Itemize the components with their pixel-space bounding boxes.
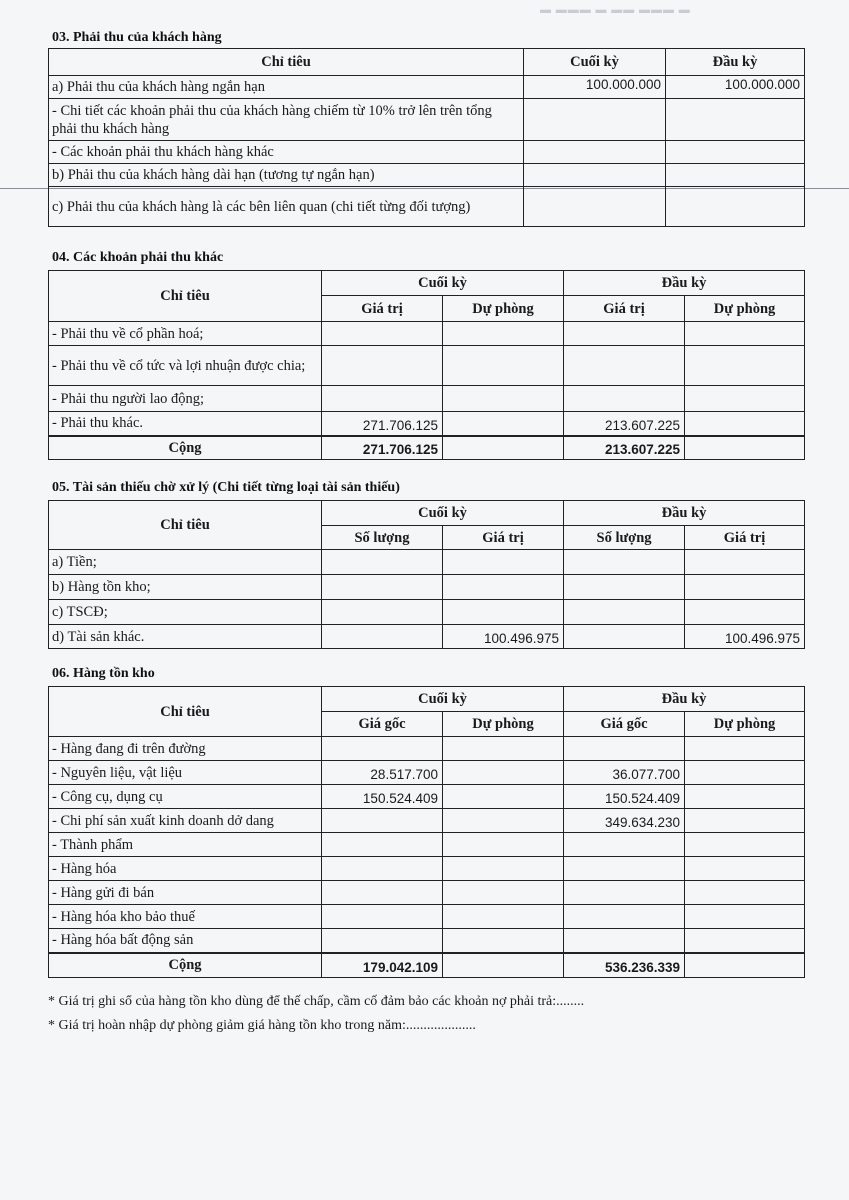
- table-row: [49, 600, 805, 625]
- cell-end: [524, 141, 666, 164]
- cell-end: 100.000.000: [524, 76, 666, 99]
- section-05-table: [48, 500, 804, 649]
- cell: 150.524.409: [322, 785, 443, 809]
- row-label: - Phải thu khác.: [49, 412, 322, 436]
- row-label: b) Phải thu của khách hàng dài hạn (tương tự ngắn hạn): [49, 164, 524, 187]
- subheader: Dự phòng: [443, 712, 564, 737]
- total-cell: 213.607.225: [564, 436, 685, 460]
- row-label: - Phải thu người lao động;: [49, 386, 322, 412]
- cell: [685, 322, 805, 346]
- col-group-start: Đầu kỳ: [564, 271, 805, 296]
- cell: [322, 322, 443, 346]
- col-header-indicator: Chỉ tiêu: [49, 271, 322, 322]
- subheader: Số lượng: [564, 526, 685, 550]
- cell: [443, 600, 564, 625]
- cell: [322, 833, 443, 857]
- table-header-row: [49, 49, 805, 76]
- cell: [443, 346, 564, 386]
- cell: [443, 322, 564, 346]
- cell: 28.517.700: [322, 761, 443, 785]
- section-06-table: [48, 686, 804, 978]
- cell: [685, 857, 805, 881]
- cell: [564, 550, 685, 575]
- subheader: Dự phòng: [685, 296, 805, 322]
- cell: [685, 386, 805, 412]
- row-label: - Hàng đang đi trên đường: [49, 737, 322, 761]
- table-row: [49, 761, 805, 785]
- col-header-start: Đầu kỳ: [666, 49, 805, 76]
- total-row: [49, 953, 805, 978]
- col-group-end: Cuối kỳ: [322, 501, 564, 526]
- cell: [322, 929, 443, 953]
- cell-start: [666, 99, 805, 141]
- subheader: Dự phòng: [443, 296, 564, 322]
- table-row: [49, 76, 805, 99]
- cell: [322, 550, 443, 575]
- total-cell: 271.706.125: [322, 436, 443, 460]
- total-row: [49, 436, 805, 460]
- total-label: Cộng: [49, 953, 322, 978]
- cell-end: [524, 99, 666, 141]
- row-label: a) Phải thu của khách hàng ngắn hạn: [49, 76, 524, 99]
- row-label: - Phải thu về cổ tức và lợi nhuận được chia;: [49, 346, 322, 386]
- cell: [685, 346, 805, 386]
- cell: [685, 905, 805, 929]
- table-header-row: [49, 687, 805, 712]
- total-cell: 536.236.339: [564, 953, 685, 978]
- table-row: [49, 187, 805, 227]
- cell: [685, 575, 805, 600]
- table-row: [49, 412, 805, 436]
- table-header-row: [49, 501, 805, 526]
- cell: [685, 550, 805, 575]
- cell: 213.607.225: [564, 412, 685, 436]
- subheader: Giá gốc: [322, 712, 443, 737]
- cell: [564, 600, 685, 625]
- cell: [322, 386, 443, 412]
- total-cell: [685, 436, 805, 460]
- cell: [564, 737, 685, 761]
- table-row: [49, 346, 805, 386]
- row-label: - Thành phẩm: [49, 833, 322, 857]
- cell: 36.077.700: [564, 761, 685, 785]
- cell-end: [524, 164, 666, 187]
- cell: [322, 600, 443, 625]
- table-row: [49, 550, 805, 575]
- cell: [443, 857, 564, 881]
- row-label: d) Tài sản khác.: [49, 625, 322, 649]
- col-group-start: Đầu kỳ: [564, 687, 805, 712]
- cell: [564, 833, 685, 857]
- cell: [322, 737, 443, 761]
- cell: [685, 809, 805, 833]
- cell: [322, 857, 443, 881]
- row-label: b) Hàng tồn kho;: [49, 575, 322, 600]
- row-label: - Hàng hóa bất động sản: [49, 929, 322, 953]
- row-label: c) TSCĐ;: [49, 600, 322, 625]
- table-row: [49, 625, 805, 649]
- row-label: - Hàng gửi đi bán: [49, 881, 322, 905]
- subheader: Giá trị: [564, 296, 685, 322]
- cell: [443, 929, 564, 953]
- cell: [564, 575, 685, 600]
- cell-start: [666, 141, 805, 164]
- row-label: - Các khoản phải thu khách hàng khác: [49, 141, 524, 164]
- total-label: Cộng: [49, 436, 322, 460]
- total-cell: 179.042.109: [322, 953, 443, 978]
- cell: [443, 905, 564, 929]
- cell: [443, 737, 564, 761]
- col-group-start: Đầu kỳ: [564, 501, 805, 526]
- table-row: [49, 905, 805, 929]
- cell: [322, 575, 443, 600]
- subheader: Số lượng: [322, 526, 443, 550]
- row-label: c) Phải thu của khách hàng là các bên liên quan (chi tiết từng đối tượng): [49, 187, 524, 227]
- cell: [564, 346, 685, 386]
- table-row: [49, 99, 805, 141]
- cell: [443, 386, 564, 412]
- row-label: - Chi phí sản xuất kinh doanh dở dang: [49, 809, 322, 833]
- table-row: [49, 881, 805, 905]
- col-header-indicator: Chỉ tiêu: [49, 687, 322, 737]
- section-06-title: 06. Hàng tồn kho: [52, 666, 155, 681]
- cell: [564, 881, 685, 905]
- row-label: a) Tiền;: [49, 550, 322, 575]
- col-header-indicator: Chỉ tiêu: [49, 49, 524, 76]
- cell: [322, 346, 443, 386]
- cell: [564, 322, 685, 346]
- cell: [564, 905, 685, 929]
- cell: [322, 905, 443, 929]
- cell: [443, 785, 564, 809]
- table-row: [49, 737, 805, 761]
- cell: [685, 412, 805, 436]
- cell: [564, 929, 685, 953]
- row-label: - Công cụ, dụng cụ: [49, 785, 322, 809]
- total-cell: [685, 953, 805, 978]
- cell: [564, 625, 685, 649]
- section-03-table: [48, 48, 804, 227]
- cell: [443, 881, 564, 905]
- table-header-row: [49, 271, 805, 296]
- subheader: Giá gốc: [564, 712, 685, 737]
- cell: [443, 412, 564, 436]
- table-row: [49, 785, 805, 809]
- table-row: [49, 386, 805, 412]
- cell: [322, 625, 443, 649]
- cell: [685, 761, 805, 785]
- faint-bleedthrough: ▬ ▬▬▬ ▬ ▬▬ ▬▬▬ ▬: [540, 4, 691, 16]
- cell: 349.634.230: [564, 809, 685, 833]
- table-row: [49, 141, 805, 164]
- section-04-table: [48, 270, 804, 460]
- table-row: [49, 809, 805, 833]
- subheader: Giá trị: [322, 296, 443, 322]
- cell: [564, 857, 685, 881]
- cell: [685, 785, 805, 809]
- section-05-title: 05. Tài sản thiếu chờ xử lý (Chi tiết từng loại tài sản thiếu): [52, 480, 400, 495]
- cell: [685, 929, 805, 953]
- cell: [443, 833, 564, 857]
- col-header-end: Cuối kỳ: [524, 49, 666, 76]
- table-row: [49, 857, 805, 881]
- cell-end: [524, 187, 666, 227]
- cell: [322, 881, 443, 905]
- total-cell: [443, 953, 564, 978]
- row-label: - Hàng hóa kho bảo thuế: [49, 905, 322, 929]
- table-row: [49, 833, 805, 857]
- row-label: - Nguyên liệu, vật liệu: [49, 761, 322, 785]
- cell: [443, 809, 564, 833]
- cell: 150.524.409: [564, 785, 685, 809]
- section-04-title: 04. Các khoản phải thu khác: [52, 250, 224, 265]
- cell: [443, 575, 564, 600]
- cell: [322, 809, 443, 833]
- subheader: Giá trị: [443, 526, 564, 550]
- col-header-indicator: Chỉ tiêu: [49, 501, 322, 550]
- cell: [443, 761, 564, 785]
- cell: 271.706.125: [322, 412, 443, 436]
- table-row: [49, 164, 805, 187]
- cell: [564, 386, 685, 412]
- col-group-end: Cuối kỳ: [322, 687, 564, 712]
- cell: [685, 881, 805, 905]
- cell: [685, 833, 805, 857]
- section-03-title: 03. Phải thu của khách hàng: [52, 30, 222, 45]
- row-label: - Phải thu về cổ phần hoá;: [49, 322, 322, 346]
- table-row: [49, 322, 805, 346]
- cell: 100.496.975: [443, 625, 564, 649]
- row-label: - Chi tiết các khoản phải thu của khách hàng chiếm từ 10% trở lên trên tổng phải thu khách hàng: [49, 99, 524, 141]
- table-row: [49, 929, 805, 953]
- note-collateral: * Giá trị ghi sổ của hàng tồn kho dùng để thế chấp, cầm cố đảm bảo các khoản nợ phải trả:........: [48, 994, 585, 1009]
- row-label: - Hàng hóa: [49, 857, 322, 881]
- cell: [685, 737, 805, 761]
- cell-start: [666, 164, 805, 187]
- cell: [685, 600, 805, 625]
- cell: [443, 550, 564, 575]
- cell-start: [666, 187, 805, 227]
- note-provision-reversal: * Giá trị hoàn nhập dự phòng giảm giá hàng tồn kho trong năm:....................: [48, 1018, 476, 1033]
- col-group-end: Cuối kỳ: [322, 271, 564, 296]
- cell: 100.496.975: [685, 625, 805, 649]
- subheader: Giá trị: [685, 526, 805, 550]
- table-row: [49, 575, 805, 600]
- subheader: Dự phòng: [685, 712, 805, 737]
- cell-start: 100.000.000: [666, 76, 805, 99]
- total-cell: [443, 436, 564, 460]
